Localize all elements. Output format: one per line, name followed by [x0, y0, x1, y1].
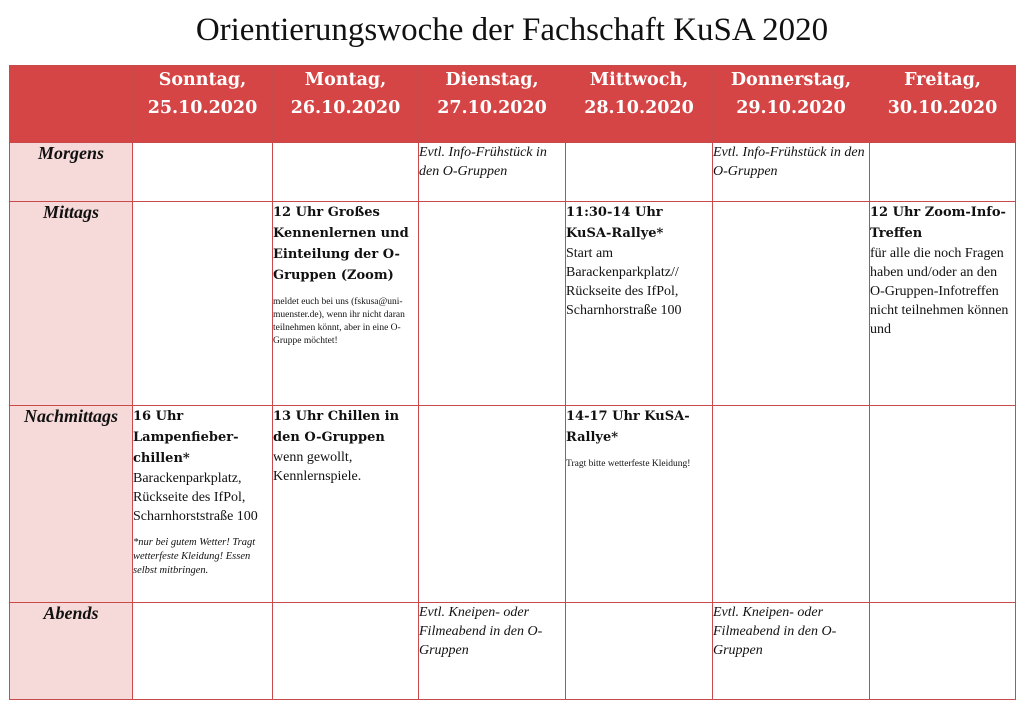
row-abends	[10, 603, 1016, 700]
day-date: 29.10.2020	[736, 98, 846, 118]
day-date: 27.10.2020	[437, 98, 547, 118]
cell-nachmittags-sonntag	[133, 406, 273, 603]
cell-nachmittags-mittwoch	[566, 406, 713, 603]
cell-mittags-dienstag	[419, 202, 566, 406]
event-note: Tragt bitte wetterfeste Kleidung!	[566, 459, 691, 469]
day-header-dienstag	[419, 66, 566, 143]
day-header-freitag	[870, 66, 1016, 143]
event-title: 11:30-14 Uhr KuSA-Rallye*	[566, 205, 664, 241]
event-text: wenn gewollt, Kennlernspiele.	[273, 450, 362, 484]
event-note: *nur bei gutem Wetter! Tragt wetterfeste Kleidung! Essen selbst mitbringen.	[133, 537, 256, 576]
header-corner	[10, 66, 133, 143]
event-text: Start am Barackenparkplatz// Rückseite des IfPol, Scharnhorstraße 100	[566, 246, 682, 318]
event-title: 14-17 Uhr KuSA-Rallye*	[566, 409, 690, 445]
cell-abends-freitag	[870, 603, 1016, 700]
day-date: 30.10.2020	[887, 98, 998, 118]
cell-mittags-montag	[273, 202, 419, 406]
day-name: Montag,	[304, 70, 387, 90]
row-mittags	[10, 202, 1016, 406]
cell-mittags-donnerstag	[713, 202, 870, 406]
cell-morgens-sonntag	[133, 143, 273, 202]
cell-abends-dienstag	[419, 603, 566, 700]
cell-morgens-donnerstag	[713, 143, 870, 202]
day-header-sonntag	[133, 66, 273, 143]
event-text: Barackenparkplatz, Rückseite des IfPol, Scharnhorststraße 100	[133, 471, 258, 524]
row-label-abends: Abends	[10, 603, 133, 700]
day-name: Freitag,	[904, 70, 981, 90]
event-title: 12 Uhr Zoom-Info-Treffen	[870, 205, 1006, 241]
row-label-nachmittags: Nachmittags	[10, 406, 133, 603]
header-row	[10, 66, 1016, 143]
page-title: Orientierungswoche der Fachschaft KuSA 2020	[195, 12, 829, 48]
day-name: Mittwoch,	[589, 70, 689, 90]
day-name: Sonntag,	[158, 70, 247, 90]
day-date: 25.10.2020	[147, 98, 258, 118]
cell-morgens-mittwoch	[566, 143, 713, 202]
cell-abends-sonntag	[133, 603, 273, 700]
cell-nachmittags-dienstag	[419, 406, 566, 603]
cell-abends-donnerstag	[713, 603, 870, 700]
event-text: Evtl. Kneipen- oder Filmeabend in den O-Gruppen	[713, 605, 837, 658]
row-label-mittags: Mittags	[10, 202, 133, 406]
cell-morgens-dienstag	[419, 143, 566, 202]
event-note: meldet euch bei uns (fskusa@uni-muenster.de), wenn ihr nicht daran teilnehmen könnt, aber in eine O-Gruppe möchtet!	[273, 297, 405, 346]
day-name: Dienstag,	[445, 70, 539, 90]
event-title: 12 Uhr Großes Kennenlernen und Einteilung der O-Gruppen (Zoom)	[273, 205, 409, 283]
cell-morgens-montag	[273, 143, 419, 202]
event-text: für alle die noch Fragen haben und/oder an den O-Gruppen-Infotreffen nicht teilnehmen können und	[870, 246, 1009, 337]
row-morgens	[10, 143, 1016, 202]
cell-mittags-sonntag	[133, 202, 273, 406]
cell-morgens-freitag	[870, 143, 1016, 202]
cell-nachmittags-montag	[273, 406, 419, 603]
day-date: 26.10.2020	[290, 98, 401, 118]
cell-nachmittags-freitag	[870, 406, 1016, 603]
cell-nachmittags-donnerstag	[713, 406, 870, 603]
schedule-table	[9, 65, 1016, 700]
event-title: 13 Uhr Chillen in den O-Gruppen	[273, 409, 400, 445]
event-text: Evtl. Kneipen- oder Filmeabend in den O-Gruppen	[419, 605, 543, 658]
event-text: Evtl. Info-Frühstück in den O-Gruppen	[713, 145, 865, 179]
cell-mittags-mittwoch	[566, 202, 713, 406]
day-header-donnerstag	[713, 66, 870, 143]
event-text: Evtl. Info-Frühstück in den O-Gruppen	[419, 145, 547, 179]
day-date: 28.10.2020	[584, 98, 694, 118]
cell-abends-montag	[273, 603, 419, 700]
day-header-mittwoch	[566, 66, 713, 143]
cell-mittags-freitag	[870, 202, 1016, 406]
row-nachmittags	[10, 406, 1016, 603]
row-label-morgens: Morgens	[10, 143, 133, 202]
day-header-montag	[273, 66, 419, 143]
cell-abends-mittwoch	[566, 603, 713, 700]
event-title: 16 Uhr Lampenfieber-chillen*	[133, 409, 239, 466]
day-name: Donnerstag,	[730, 70, 852, 90]
